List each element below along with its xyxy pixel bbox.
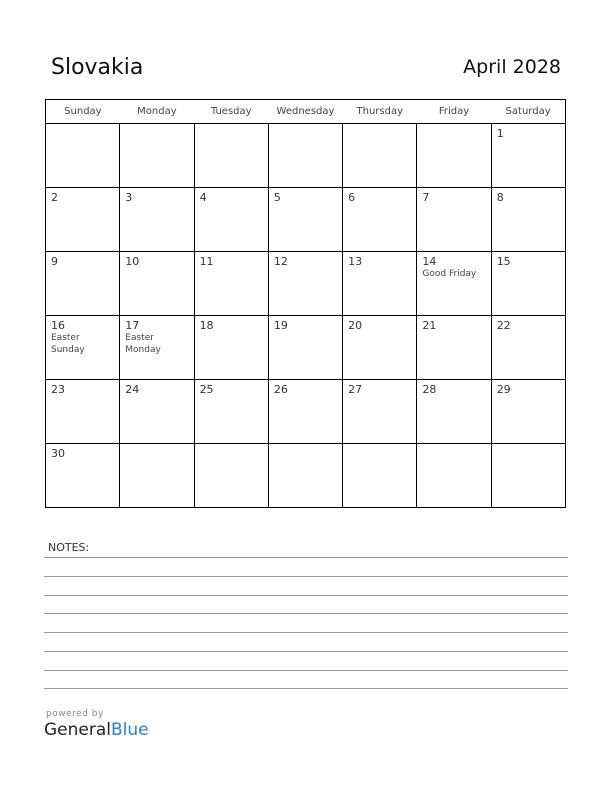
day-cell[interactable]	[268, 124, 342, 188]
powered-by-text: powered by	[46, 709, 104, 719]
day-number: 20	[348, 319, 363, 332]
day-cell[interactable]	[46, 124, 120, 188]
day-cell[interactable]	[46, 316, 120, 380]
day-cell[interactable]	[343, 252, 417, 316]
weekday-wednesday: Wednesday	[268, 100, 342, 124]
day-cell[interactable]	[491, 252, 565, 316]
day-cell[interactable]	[46, 380, 120, 444]
week-row	[46, 188, 566, 252]
day-cell[interactable]	[491, 316, 565, 380]
day-cell[interactable]	[343, 380, 417, 444]
day-cell[interactable]	[120, 188, 194, 252]
day-cell[interactable]	[120, 316, 194, 380]
weekday-friday: Friday	[417, 100, 491, 124]
day-number: 22	[496, 319, 511, 332]
day-cell[interactable]	[120, 252, 194, 316]
weekday-tuesday: Tuesday	[194, 100, 268, 124]
day-number: 21	[422, 319, 437, 332]
day-number: 12	[273, 255, 288, 268]
day-number: 13	[348, 255, 363, 268]
notes-line	[44, 613, 568, 614]
day-number: 18	[199, 319, 214, 332]
week-row	[46, 252, 566, 316]
day-number: 16	[51, 319, 65, 332]
day-number: 14	[422, 255, 437, 268]
weekday-header-row	[46, 100, 566, 124]
day-number: 29	[496, 383, 511, 396]
day-number: 9	[51, 255, 58, 268]
day-cell[interactable]	[491, 124, 565, 188]
day-cell[interactable]	[417, 252, 491, 316]
generalblue-logo[interactable]	[44, 720, 149, 740]
day-cell[interactable]	[268, 444, 342, 508]
week-row	[46, 316, 566, 380]
day-cell[interactable]	[343, 124, 417, 188]
notes-label: NOTES:	[48, 541, 90, 554]
day-number: 10	[125, 255, 140, 268]
holiday-label: Easter Monday	[125, 333, 161, 355]
notes-line	[44, 595, 568, 596]
week-row	[46, 124, 566, 188]
day-cell[interactable]	[491, 380, 565, 444]
day-cell[interactable]	[46, 444, 120, 508]
day-cell[interactable]	[343, 444, 417, 508]
day-number: 3	[125, 191, 133, 204]
day-number: 4	[199, 191, 207, 204]
notes-line	[44, 688, 568, 689]
day-number: 6	[348, 191, 356, 204]
brand-blue: Blue	[111, 720, 149, 740]
day-cell[interactable]	[268, 316, 342, 380]
day-number: 30	[51, 447, 65, 460]
day-cell[interactable]	[120, 380, 194, 444]
day-cell[interactable]	[417, 124, 491, 188]
day-cell[interactable]	[417, 188, 491, 252]
notes-line	[44, 576, 568, 577]
day-number: 24	[125, 383, 140, 396]
day-cell[interactable]	[194, 444, 268, 508]
week-row	[46, 444, 566, 508]
day-number: 11	[199, 255, 214, 268]
day-cell[interactable]	[194, 380, 268, 444]
day-number: 26	[273, 383, 288, 396]
calendar-grid	[45, 99, 566, 508]
day-cell[interactable]	[417, 380, 491, 444]
day-cell[interactable]	[46, 252, 120, 316]
notes-line	[44, 632, 568, 633]
day-cell[interactable]	[120, 444, 194, 508]
day-number: 19	[273, 319, 288, 332]
day-number: 23	[51, 383, 65, 396]
weekday-sunday: Sunday	[46, 100, 120, 124]
day-number: 28	[422, 383, 437, 396]
day-number: 15	[496, 255, 511, 268]
day-cell[interactable]	[120, 124, 194, 188]
holiday-label: Easter Sunday	[51, 333, 85, 355]
weekday-saturday: Saturday	[491, 100, 565, 124]
day-cell[interactable]	[417, 316, 491, 380]
day-cell[interactable]	[46, 188, 120, 252]
day-cell[interactable]	[268, 188, 342, 252]
brand-general: General	[44, 720, 111, 740]
notes-line	[44, 557, 568, 558]
day-cell[interactable]	[194, 316, 268, 380]
calendar-month-year: April 2028	[463, 56, 561, 78]
day-cell[interactable]	[491, 188, 565, 252]
day-cell[interactable]	[194, 124, 268, 188]
calendar-country-title: Slovakia	[51, 55, 144, 80]
day-cell[interactable]	[194, 188, 268, 252]
day-number: 1	[496, 127, 504, 140]
day-number: 5	[273, 191, 281, 204]
day-cell[interactable]	[417, 444, 491, 508]
day-cell[interactable]	[194, 252, 268, 316]
holiday-label: Good Friday	[422, 269, 477, 279]
day-cell[interactable]	[268, 380, 342, 444]
day-number: 8	[496, 191, 504, 204]
day-number: 27	[348, 383, 363, 396]
day-number: 25	[199, 383, 214, 396]
day-cell[interactable]	[343, 316, 417, 380]
week-row	[46, 380, 566, 444]
notes-line	[44, 651, 568, 652]
day-number: 7	[422, 191, 430, 204]
day-number: 2	[51, 191, 58, 204]
day-cell[interactable]	[343, 188, 417, 252]
weekday-thursday: Thursday	[343, 100, 417, 124]
notes-line	[44, 670, 568, 671]
day-cell[interactable]	[491, 444, 565, 508]
day-number: 17	[125, 319, 140, 332]
day-cell[interactable]	[268, 252, 342, 316]
weekday-monday: Monday	[120, 100, 194, 124]
